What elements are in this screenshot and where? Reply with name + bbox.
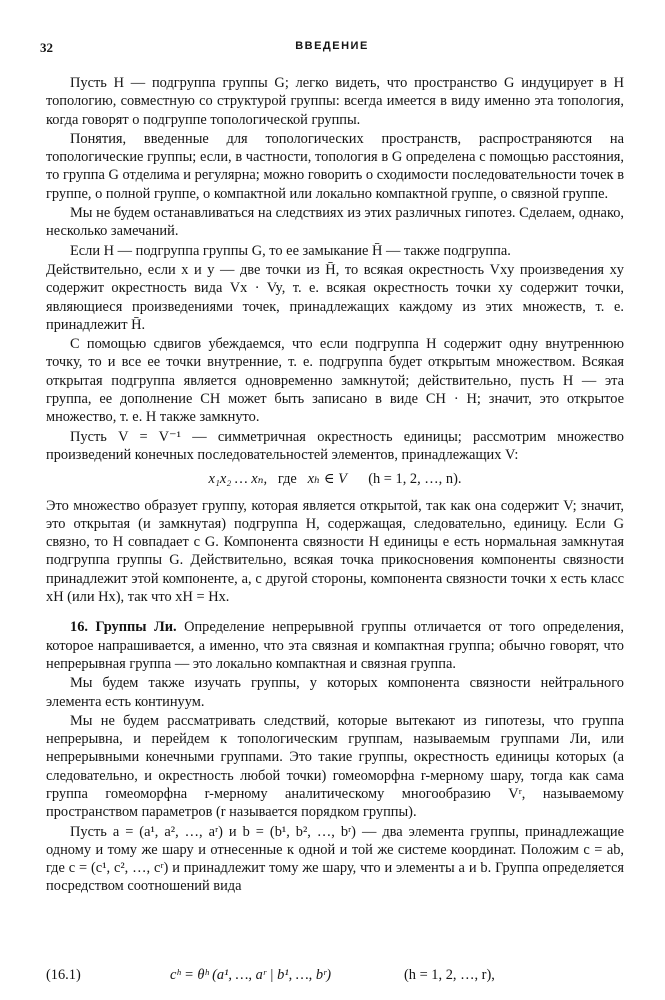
page-header <box>40 40 624 58</box>
section-text: Определение непрерывной группы отличается от того определения, которое напрашивается, а именно, что эта связная и компактная группа; обычно говорят, что непрерывная группа — это локально компактная и связная группа. <box>46 619 625 672</box>
paragraph: С помощью сдвигов убеждаемся, что если подгруппа H содержит одну внутреннюю точку, то и все ее точки внутренние, т. е. подгруппа будет открытым множеством. Всякая открытая подгруппа является одновременно замкнутой; действительно, пусть H — эта группа, ее дополнение CH может быть записано в виде CH · H; значит, это открытое множество, т. е. H также замкнуто. <box>46 336 624 426</box>
formula-expression: x₁x₂ … xₙ, <box>208 471 268 488</box>
paragraph: Понятия, введенные для топологических пространств, распространяются на топологические группы; если, в частности, топология в G определена с помощью расстояния, то группа G отделима и регулярна; можно говорить о сходимости последовательности точек в группе, о полной группе, о компактной или локально компактной группе, о связной группе. <box>46 130 624 202</box>
equation-range: (h = 1, 2, …, r), <box>404 967 495 983</box>
paragraph: Мы будем также изучать группы, у которых компонента связности нейтрального элемента есть континуум. <box>46 675 624 710</box>
formula-condition: xₕ ∈ V <box>307 471 347 488</box>
equation-expression: cʰ = θʰ (a¹, …, aʳ | b¹, …, bʳ) <box>170 967 332 983</box>
paragraph: Мы не будем рассматривать следствий, которые вытекают из гипотезы, что группа непрерывна, и перейдем к топологическим группам, называемым группами Ли, или непрерывными конечными группами. Это такие группы, окрестность единицы которых (а следовательно, и окрестность любой точки) гомеоморфна r-мерному шару, тогда как сама группа гомеоморфна r-мерному аналитическому многообразию Vʳ, называемому пространством параметров (r называется порядком группы). <box>46 712 624 821</box>
formula-where: где <box>277 471 297 488</box>
section-title: 16. Группы Ли. <box>70 619 177 636</box>
product-formula <box>46 470 624 488</box>
paragraph: Действительно, если x и y — две точки из H̄, то всякая окрестность Vxy произведения xy содержит окрестность вида Vx · Vy, т. е. всякая окрестность точки xy содержит точки, являющиеся произведениями точек, принадлежащих каждому из этих множеств, т. е. принадлежит H̄. <box>46 261 624 333</box>
section-16-paragraph <box>46 618 624 673</box>
paragraph: Пусть V = V⁻¹ — симметричная окрестность единицы; рассмотрим множество произведений конечных последовательностей элементов, принадлежащих V: <box>46 428 624 463</box>
paragraph: Если H — подгруппа группы G, то ее замыкание H̄ — также подгруппа. <box>70 242 511 259</box>
formula-range: (h = 1, 2, …, n). <box>368 471 462 488</box>
paragraph: Это множество образует группу, которая является открытой, так как она содержит V; значит, это открытая (и замкнутая) подгруппа H, содержащая, следовательно, единицу. Если G связно, то H совпадает с G. Компонента связности H единицы e есть нормальная замкнутая подгруппа группы G. Действительно, всякая точка прикосновения компоненты связности принадлежит этой компоненте, а, с другой стороны, компонента связности точки x есть класс xH (или Hx), так что xH = Hx. <box>46 497 624 606</box>
page-number: 32 <box>40 40 53 55</box>
paragraph: Мы не будем останавливаться на следствиях из этих различных гипотез. Сделаем, однако, несколько замечаний. <box>46 205 624 240</box>
page-body <box>46 74 624 897</box>
paragraph: Пусть a = (a¹, a², …, aʳ) и b = (b¹, b², …, bʳ) — два элемента группы, принадлежащие одному и тому же шару и отнесенные к одной и той же системе координат. Положим c = ab, где c = (c¹, c², …, cʳ) и принадлежит тому же шару, что и элементы a и b. Группа определяется посредством соотношений вида <box>46 823 624 895</box>
paragraph: Пусть H — подгруппа группы G; легко видеть, что пространство G индуцирует в H топологию, совместную со структурой группы: всегда имеется в виду именно эта топология, когда говорят о подгруппе топологической группы. <box>46 75 624 128</box>
running-title: ВВЕДЕНИЕ <box>295 40 369 52</box>
equation-label: (16.1) <box>46 967 81 983</box>
